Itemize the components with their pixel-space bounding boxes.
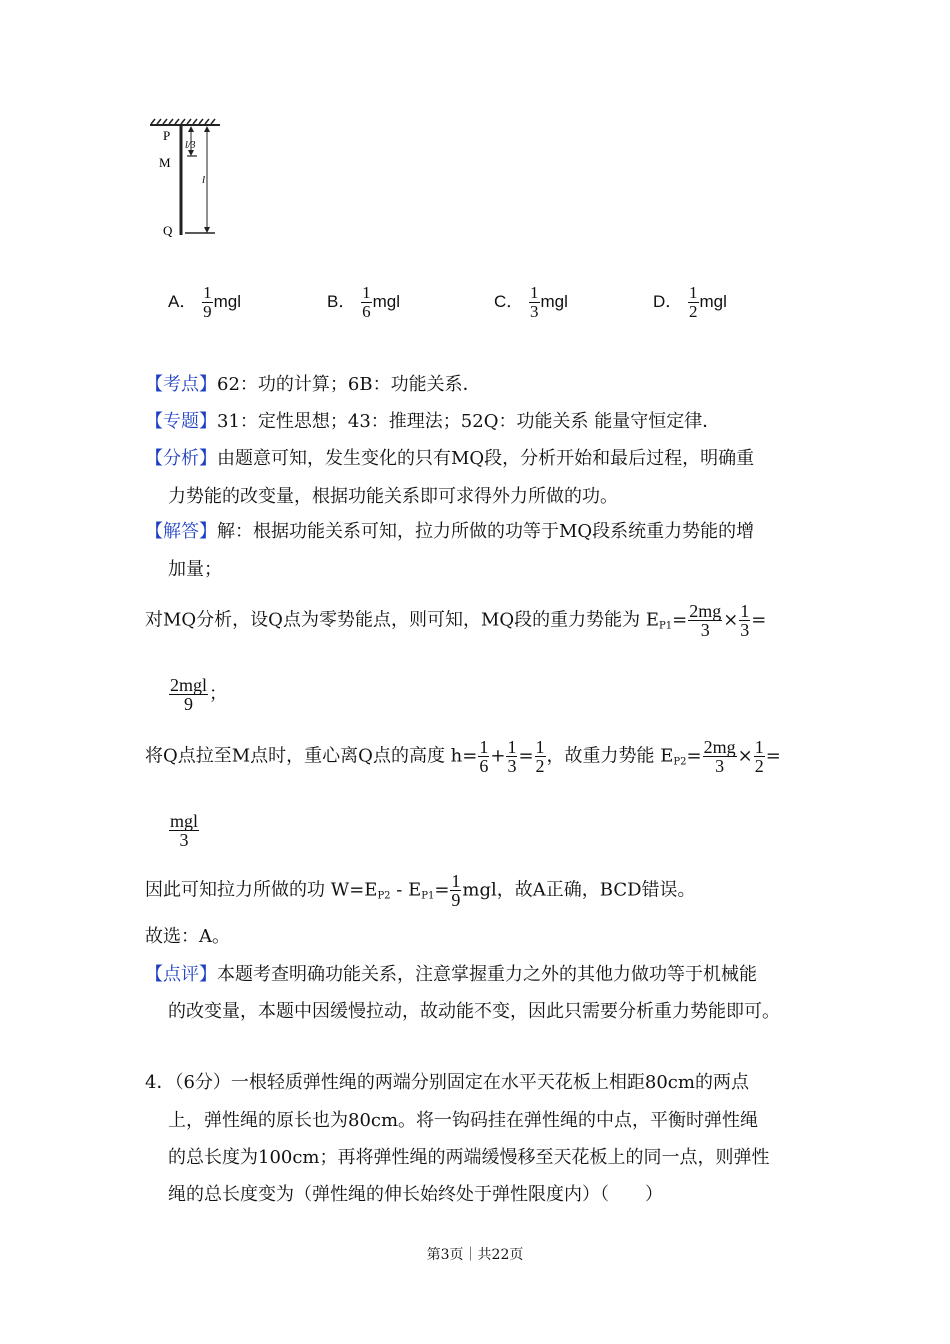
question-4-line3: 的总长度为100cm；再将弹性绳的两端缓慢移至天花板上的同一点，则弹性	[168, 1147, 770, 1168]
option-d: D． $\frac{1}{2}$ mgl	[653, 283, 727, 321]
label-q: Q	[163, 223, 173, 238]
option-c: C． $\frac{1}{3}$ mgl	[494, 283, 568, 321]
label-l: l	[202, 174, 206, 186]
equation-ep1-result: $\frac{\text{2mgl}}{9}$ ；	[170, 675, 228, 714]
question-4-line1: 4．（6分）一根轻质弹性绳的两端分别固定在水平天花板上相距80cm的两点	[145, 1072, 749, 1093]
jieda-line2: 加量；	[168, 559, 222, 580]
rope-diagram	[145, 115, 235, 240]
equation-ep1: 对MQ分析，设Q点为零势能点，则可知，MQ段的重力势能为 $E_{P1}=$ $\frac{2mg}{3}$ × $\frac{1}{3}$ =	[145, 601, 767, 640]
fenxi-line2: 力势能的改变量，根据功能关系即可求得外力所做的功。	[168, 486, 618, 507]
dianping-line2: 的改变量，本题中因缓慢拉动，故动能不变，因此只需要分析重力势能即可。	[168, 1001, 780, 1022]
kaodian: 【考点】62：功的计算；6B：功能关系．	[145, 374, 481, 395]
jieda: 【解答】解：根据功能关系可知，拉力所做的功等于MQ段系统重力势能的增	[145, 521, 755, 542]
option-a: A． $\frac{1}{9}$ mgl	[168, 283, 241, 321]
label-p: P	[163, 128, 171, 143]
question-4-line2: 上，弹性绳的原长也为80cm。将一钩码挂在弹性绳的中点，平衡时弹性绳	[168, 1110, 759, 1131]
page-footer: 第3页｜共22页	[426, 1247, 524, 1263]
equation-ep2-result: $\frac{\text{mgl}}{3}$	[170, 811, 199, 850]
label-l3: l/3	[185, 140, 196, 151]
option-b: B． $\frac{1}{6}$ mgl	[327, 283, 400, 321]
zhuanti: 【专题】31：定性思想；43：推理法；52Q：功能关系 能量守恒定律．	[145, 411, 721, 432]
question-4-line4: 绳的总长度变为（弹性绳的伸长始终处于弹性限度内）（ ）	[168, 1184, 663, 1205]
dianping: 【点评】本题考查明确功能关系，注意掌握重力之外的其他力做功等于机械能	[145, 964, 757, 985]
equation-ep2: 将Q点拉至M点时，重心离Q点的高度 h= $\frac{1}{6}$ + $\frac{1}{3}$ = $\frac{1}{2}$ ，故重力势能 $E_{P2}=$ $\frac{2mg}{3}$ × $\frac{1}{2}$ =	[145, 737, 781, 776]
equation-work: 因此可知拉力所做的功 $W=E_{P2} - E_{P1}=$ $\frac{1}{9}$ mgl，故A正确，BCD错误。	[145, 871, 696, 910]
fenxi: 【分析】由题意可知，发生变化的只有MQ段，分析开始和最后过程，明确重	[145, 448, 755, 469]
answer: 故选：A。	[145, 926, 230, 947]
label-m: M	[159, 155, 171, 170]
